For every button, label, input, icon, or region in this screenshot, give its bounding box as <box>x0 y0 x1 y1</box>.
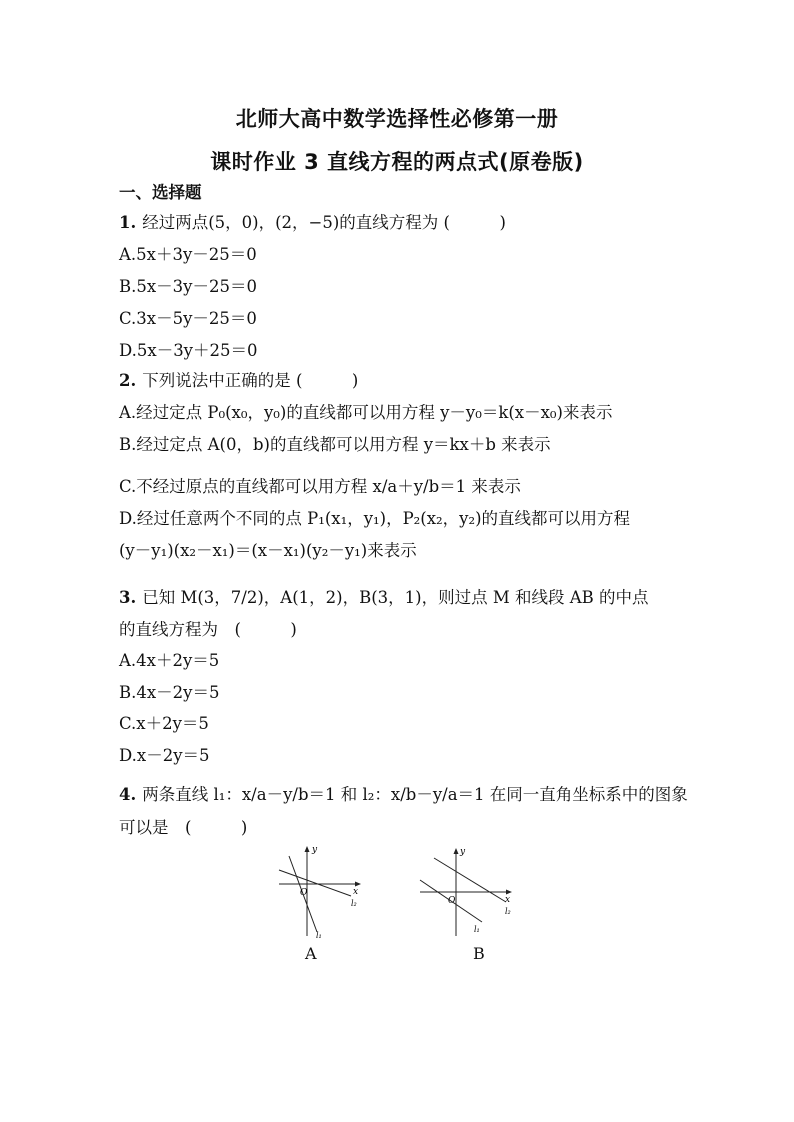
q2-option-c: C.不经过原点的直线都可以用方程 x/a＋y/b＝1 来表示 <box>119 477 521 496</box>
q2-number: 2. <box>119 371 137 390</box>
q3-text-1: 已知 M(3，7/2)，A(1，2)，B(3，1)，则过点 M 和线段 AB 的中点 <box>142 588 649 607</box>
q2-stem <box>119 370 358 392</box>
q1-text: 经过两点(5，0)，(2，−5)的直线方程为 ( ) <box>142 213 506 232</box>
figure-b-label-x: x <box>505 895 511 905</box>
q3-number: 3. <box>119 588 137 607</box>
q1-option-c: C.3x－5y－25＝0 <box>119 309 257 328</box>
figure-a-label-o: O <box>300 888 308 898</box>
figure-a <box>275 842 365 938</box>
figure-b-label-l2: l₂ <box>505 907 511 916</box>
q4-number: 4. <box>119 785 137 804</box>
q3-option-a: A.4x＋2y＝5 <box>119 651 220 670</box>
figure-a-caption: A <box>305 944 317 963</box>
figure-b-label-l1: l₁ <box>474 925 480 934</box>
q1-option-a: A.5x＋3y－25＝0 <box>119 245 257 264</box>
title-line-1: 北师大高中数学选择性必修第一册 <box>235 107 559 131</box>
q2-option-d-cont: (y－y₁)(x₂－x₁)＝(x－x₁)(y₂－y₁)来表示 <box>119 541 417 560</box>
section-heading: 一、选择题 <box>119 183 202 202</box>
q3-stem-1 <box>119 587 649 609</box>
q2-option-b: B.经过定点 A(0，b)的直线都可以用方程 y＝kx＋b 来表示 <box>119 435 551 454</box>
figure-a-y-arrow <box>305 846 310 852</box>
q2-text: 下列说法中正确的是 ( ) <box>142 371 359 390</box>
figure-b-x-arrow <box>506 890 512 895</box>
figure-b-label-o: O <box>448 896 456 906</box>
title-line-2: 课时作业 3 直线方程的两点式(原卷版) <box>210 150 584 174</box>
figure-b-label-y: y <box>460 847 466 857</box>
q4-text-1: 两条直线 l₁：x/a－y/b＝1 和 l₂：x/b－y/a＝1 在同一直角坐标系中的图象 <box>142 785 688 804</box>
q4-stem-2: 可以是 ( ) <box>119 818 248 837</box>
q2-option-a: A.经过定点 P₀(x₀，y₀)的直线都可以用方程 y－y₀＝k(x－x₀)来表示 <box>119 403 613 422</box>
figure-b-line-l2 <box>434 858 506 902</box>
q2-option-d: D.经过任意两个不同的点 P₁(x₁，y₁)，P₂(x₂，y₂)的直线都可以用方程 <box>119 509 631 528</box>
figure-b-caption: B <box>473 944 485 963</box>
figure-a-label-x: x <box>353 887 359 897</box>
q1-stem <box>119 212 506 234</box>
figure-b <box>414 842 518 938</box>
figure-a-label-l2: l₂ <box>351 899 357 908</box>
q3-stem-2: 的直线方程为 ( ) <box>119 620 297 639</box>
q1-option-d: D.5x－3y＋25＝0 <box>119 341 258 360</box>
figure-a-line-l2 <box>279 870 351 896</box>
q1-option-b: B.5x－3y－25＝0 <box>119 277 257 296</box>
figure-a-label-y: y <box>312 845 318 855</box>
figure-b-y-arrow <box>454 848 459 854</box>
q4-stem-1 <box>119 784 688 806</box>
q1-number: 1. <box>119 213 137 232</box>
q3-option-b: B.4x－2y＝5 <box>119 683 220 702</box>
figure-a-x-arrow <box>355 882 361 887</box>
figure-a-label-l1: l₁ <box>316 931 322 938</box>
q3-option-c: C.x＋2y＝5 <box>119 714 209 733</box>
q3-option-d: D.x－2y＝5 <box>119 746 210 765</box>
